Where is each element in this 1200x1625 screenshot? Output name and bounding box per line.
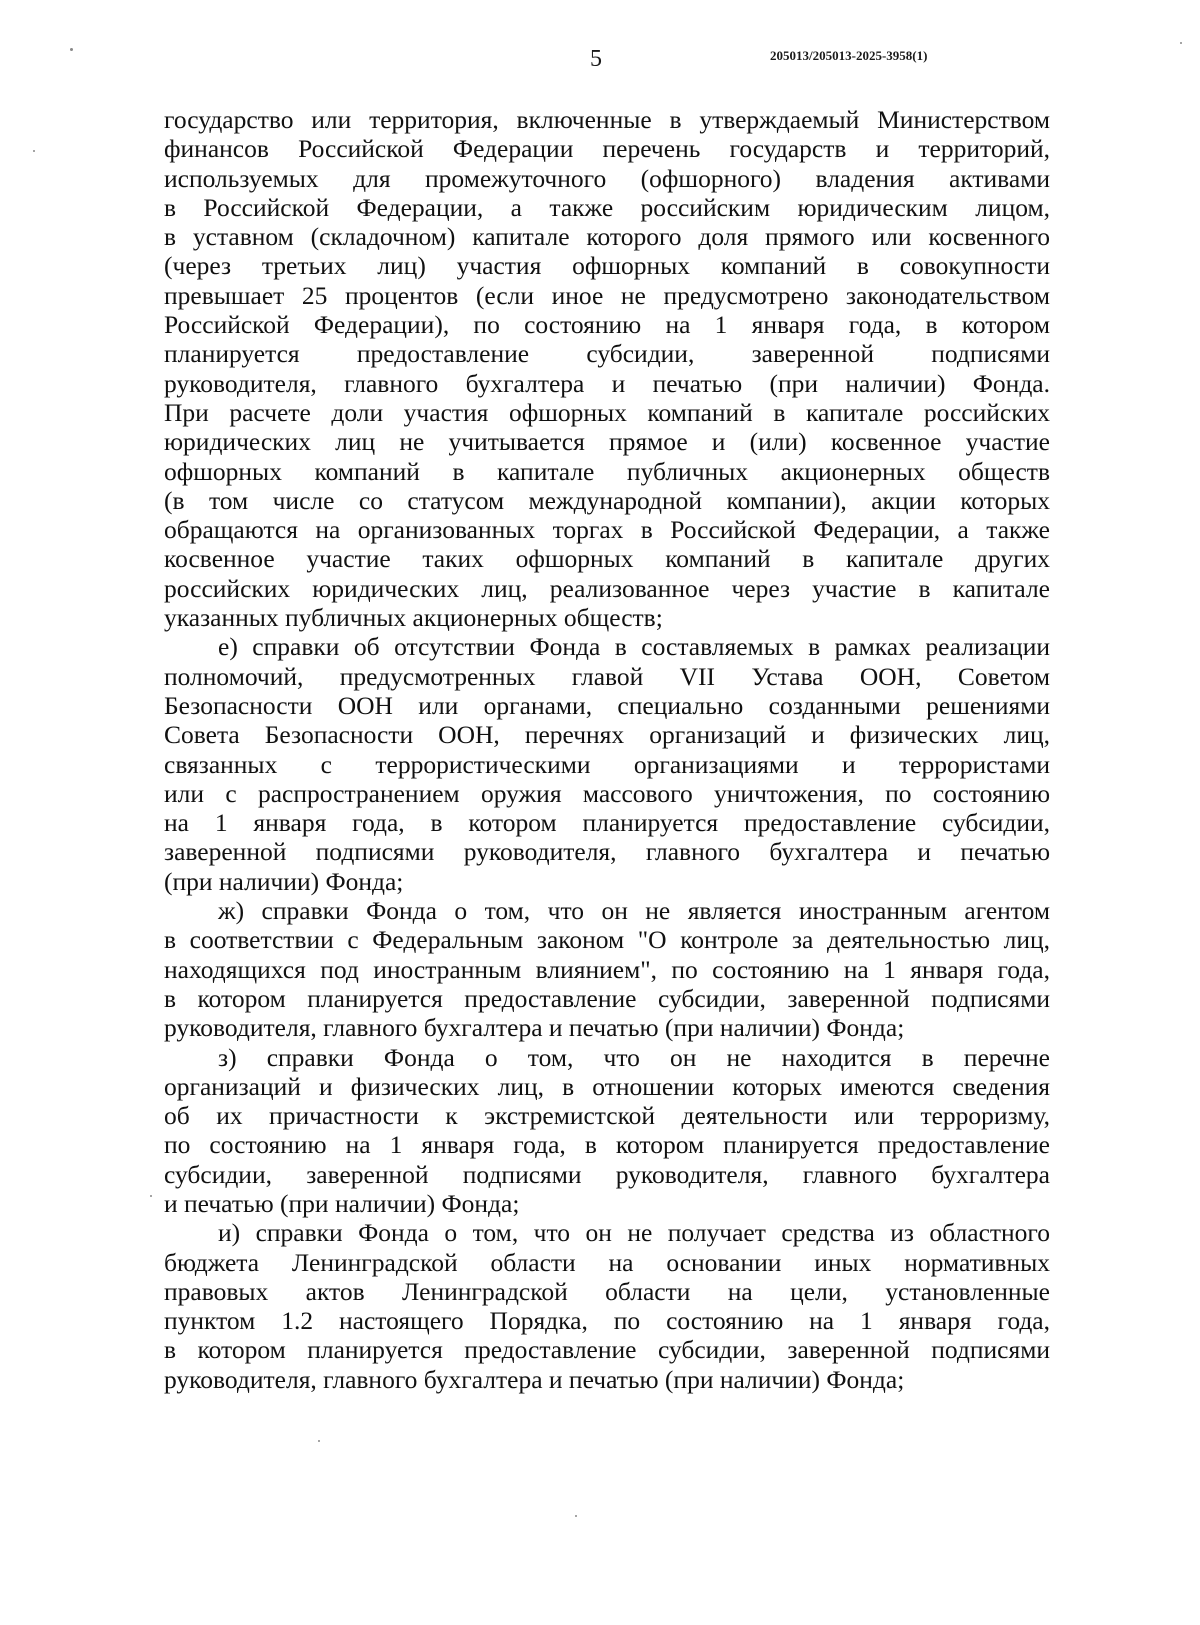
scan-speck [33,150,35,152]
text-line: в Российской Федерации, а также российским юридическим лицом, [164,192,1050,222]
text-line: связанных с террористическими организациями и террористами [164,749,1050,779]
text-line: в уставном (складочном) капитале которого доля прямого или косвенного [164,222,1050,252]
text-line: (в том числе со статусом международной компании), акции которых [164,485,1050,515]
scan-speck [318,1440,320,1442]
text-line: обращаются на организованных торгах в Российской Федерации, а также [164,515,1050,545]
scan-speck [70,48,73,51]
text-line: используемых для промежуточного (офшорного) владения активами [164,163,1050,193]
text-line: организаций и физических лиц, в отношении которых имеются сведения [164,1071,1050,1101]
text-line: или с распространением оружия массового уничтожения, по состоянию [164,778,1050,808]
text-line: ж) справки Фонда о том, что он не является иностранным агентом [218,896,1050,926]
text-line: Российской Федерации), по состоянию на 1 января года, в котором [164,310,1050,340]
text-line: (при наличии) Фонда; [164,866,404,896]
text-line: е) справки об отсутствии Фонда в составляемых в рамках реализации [218,632,1050,662]
text-line: (через третьих лиц) участия офшорных компаний в совокупности [164,251,1050,281]
text-line: заверенной подписями руководителя, главного бухгалтера и печатью [164,837,1050,867]
text-line: бюджета Ленинградской области на основании иных нормативных [164,1247,1050,1277]
text-line: руководителя, главного бухгалтера и печатью (при наличии) Фонда; [164,1364,905,1394]
text-line: Безопасности ООН или органами, специально созданными решениями [164,690,1050,720]
paragraph [164,1043,1050,1219]
text-line: з) справки Фонда о том, что он не находится в перечне [218,1042,1050,1072]
text-line: юридических лиц не учитывается прямое и (или) косвенное участие [164,427,1050,457]
scan-speck [575,1515,577,1517]
text-line: по состоянию на 1 января года, в котором планируется предоставление [164,1130,1050,1160]
text-line: При расчете доли участия офшорных компаний в капитале российских [164,397,1050,427]
text-line: офшорных компаний в капитале публичных акционерных обществ [164,456,1050,486]
text-line: об их причастности к экстремистской деятельности или терроризму, [164,1101,1050,1131]
text-line: Совета Безопасности ООН, перечнях организаций и физических лиц, [164,720,1050,750]
text-line: на 1 января года, в котором планируется предоставление субсидии, [164,808,1050,838]
text-line: пунктом 1.2 настоящего Порядка, по состоянию на 1 января года, [164,1306,1050,1336]
scan-speck [150,1195,152,1197]
text-line: российских юридических лиц, реализованное через участие в капитале [164,573,1050,603]
text-line: превышает 25 процентов (если иное не предусмотрено законодательством [164,280,1050,310]
text-line: планируется предоставление субсидии, заверенной подписями [164,339,1050,369]
text-line: руководителя, главного бухгалтера и печатью (при наличии) Фонда; [164,1013,905,1043]
text-line: в котором планируется предоставление субсидии, заверенной подписями [164,1335,1050,1365]
text-line: находящихся под иностранным влиянием", по состоянию на 1 января года, [164,954,1050,984]
paragraph [164,105,1050,632]
scan-speck [1180,42,1182,44]
document-id: 205013/205013-2025-3958(1) [770,48,928,63]
text-line: полномочий, предусмотренных главой VII Устава ООН, Советом [164,661,1050,691]
text-line: финансов Российской Федерации перечень государств и территорий, [164,134,1050,164]
text-line: указанных публичных акционерных обществ; [164,603,663,633]
text-line: и) справки Фонда о том, что он не получает средства из областного [218,1218,1050,1248]
page-number: 5 [590,46,602,72]
text-line: и печатью (при наличии) Фонда; [164,1188,520,1218]
text-line: государство или территория, включенные в утверждаемый Министерством [164,105,1050,134]
document-body [164,105,1050,1394]
text-line: в котором планируется предоставление субсидии, заверенной подписями [164,983,1050,1013]
paragraph [164,1218,1050,1394]
text-line: правовых актов Ленинградской области на цели, установленные [164,1276,1050,1306]
text-line: косвенное участие таких офшорных компаний в капитале других [164,544,1050,574]
text-line: в соответствии с Федеральным законом "О контроле за деятельностью лиц, [164,925,1050,955]
paragraph [164,896,1050,1042]
text-line: руководителя, главного бухгалтера и печатью (при наличии) Фонда. [164,368,1050,398]
text-line: субсидии, заверенной подписями руководителя, главного бухгалтера [164,1159,1050,1189]
paragraph [164,632,1050,896]
